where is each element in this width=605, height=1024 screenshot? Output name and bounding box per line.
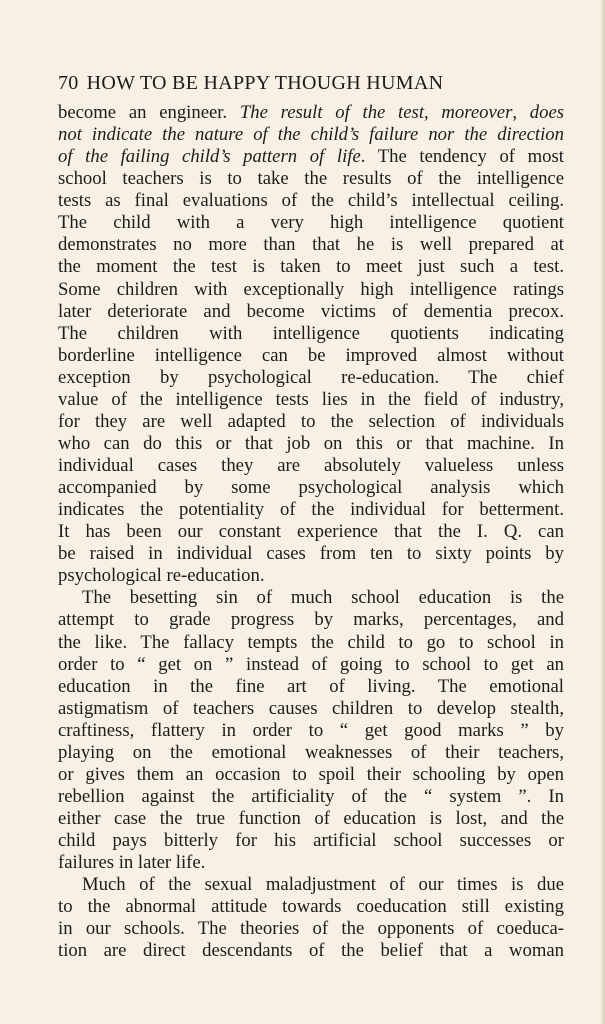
text-segment: , (424, 102, 442, 123)
text-line (58, 676, 564, 698)
italic-text: not indicate the nature of the child’s failure nor the direction (58, 124, 564, 146)
page-edge (601, 0, 605, 1024)
text-line (58, 874, 564, 896)
text-segment: tion are direct descendants of the belief that a woman (58, 940, 564, 962)
text-segment: rebellion against the artificiality of the “ system ”. In (58, 785, 564, 807)
text-segment: to the abnormal attitude towards coeducation still existing (58, 896, 564, 918)
text-line (58, 433, 564, 455)
text-line (58, 654, 564, 676)
text-segment: or gives them an occasion to spoil their schooling by open (58, 763, 564, 785)
text-line (58, 587, 564, 609)
text-line (58, 808, 564, 830)
text-line (58, 786, 564, 808)
text-line (58, 720, 564, 742)
text-line (58, 168, 564, 190)
text-segment: It has been our constant experience that the I. Q. can (58, 521, 564, 543)
text-segment: later deteriorate and become victims of dementia precox. (58, 300, 564, 322)
text-segment: astigmatism of teachers causes children to develop stealth, (58, 697, 564, 719)
text-segment: value of the intelligence tests lies in the field of industry, (58, 388, 564, 410)
text-segment: become an engineer. (58, 102, 240, 123)
italic-text: of the failing child’s pattern of life (58, 146, 361, 168)
text-line (58, 742, 564, 764)
text-segment: borderline intelligence can be improved almost without (58, 344, 564, 366)
text-line (58, 609, 564, 631)
text-line (58, 940, 564, 962)
text-line (58, 455, 564, 477)
text-line (58, 852, 564, 874)
text-line (58, 367, 564, 389)
text-segment: The children with intelligence quotients indicating (58, 322, 564, 344)
text-line (58, 323, 564, 345)
text-line (58, 190, 564, 212)
text-line (58, 477, 564, 499)
text-segment: for they are well adapted to the selection of individuals (58, 410, 564, 432)
text-segment: in our schools. The theories of the opponents of coeduca- (58, 918, 564, 940)
italic-text: The result of the test (239, 102, 425, 123)
text-segment: psychological re-education. (58, 565, 265, 587)
text-line (58, 896, 564, 918)
text-segment: The child with a very high intelligence quotient (58, 212, 564, 234)
text-line (58, 521, 564, 543)
text-line (58, 256, 564, 278)
text-line (58, 102, 564, 124)
text-line (58, 279, 564, 301)
text-line (58, 918, 564, 940)
text-line (58, 543, 564, 565)
text-segment: Some children with exceptionally high intelligence ratings (58, 278, 564, 300)
text-segment: . The tendency of most (360, 146, 564, 168)
text-segment: tests as final evaluations of the child’s intellectual ceiling. (58, 190, 564, 212)
text-segment: , (512, 102, 530, 123)
text-segment: indicates the potentiality of the individual for betterment. (58, 499, 564, 521)
text-segment: be raised in individual cases from ten to sixty points by (58, 543, 564, 565)
text-segment: either case the true function of education is lost, and the (58, 808, 564, 829)
text-line (58, 830, 564, 852)
text-segment: school teachers is to take the results of the intelligence (58, 168, 564, 190)
running-title: HOW TO BE HAPPY THOUGH HUMAN (86, 72, 444, 94)
text-line (58, 565, 564, 587)
text-segment: education in the fine art of living. The emotional (58, 675, 564, 697)
text-line (58, 146, 564, 168)
text-line (58, 124, 564, 146)
text-segment: order to “ get on ” instead of going to school to get an (58, 653, 564, 675)
text-line (58, 301, 564, 323)
text-segment: craftiness, flattery in order to “ get good marks ” by (58, 719, 564, 741)
text-segment: individual cases they are absolutely valueless unless (58, 455, 564, 476)
italic-text: moreover (441, 102, 513, 123)
text-segment: failures in later life. (58, 852, 206, 874)
text-line (58, 234, 564, 256)
body-text (58, 102, 564, 982)
page-number: 70 (58, 72, 79, 94)
text-segment: demonstrates no more than that he is well prepared at (58, 234, 564, 256)
text-line (58, 411, 564, 433)
text-segment: who can do this or that job on this or that machine. In (58, 432, 564, 454)
italic-text: does (529, 102, 564, 123)
text-line (58, 212, 564, 234)
text-line (58, 389, 564, 411)
text-segment: the moment the test is taken to meet just such a test. (58, 256, 564, 278)
text-segment: Much of the sexual maladjustment of our times is due (82, 874, 564, 896)
text-segment: attempt to grade progress by marks, percentages, and (58, 609, 564, 631)
text-segment: accompanied by some psychological analysis which (58, 477, 564, 499)
running-head (58, 72, 558, 102)
text-line (58, 764, 564, 786)
text-line (58, 499, 564, 521)
text-segment: The besetting sin of much school education is the (82, 587, 564, 609)
text-segment: child pays bitterly for his artificial school successes or (58, 830, 564, 852)
text-line (58, 632, 564, 654)
text-segment: playing on the emotional weaknesses of their teachers, (58, 741, 564, 763)
text-line (58, 345, 564, 367)
text-segment: the like. The fallacy tempts the child to go to school in (58, 631, 564, 653)
text-segment: exception by psychological re-education. The chief (58, 366, 564, 388)
text-line (58, 698, 564, 720)
